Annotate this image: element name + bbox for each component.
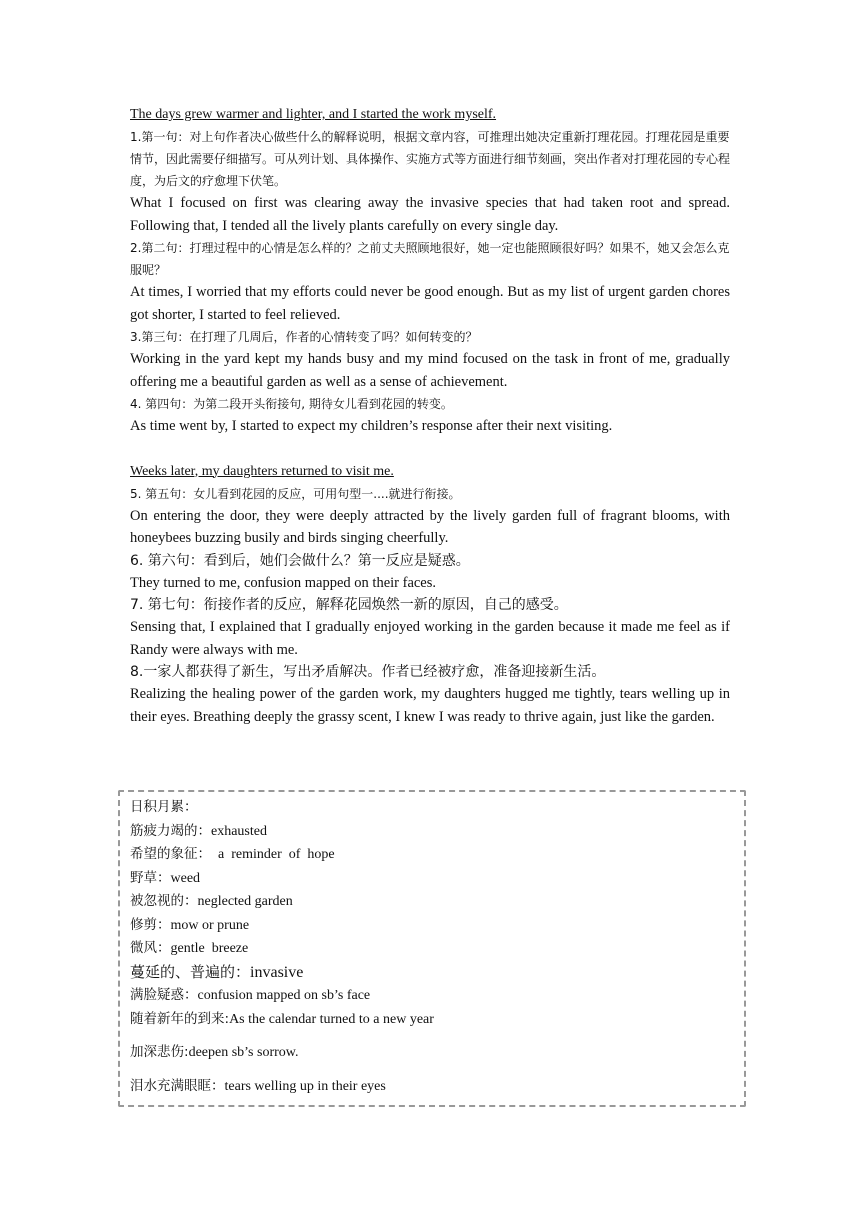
vocab-en: tears welling up in their eyes [224,1078,386,1094]
vocab-item [130,820,734,844]
section2-heading: Weeks later, my daughters returned to visit me. [130,463,394,479]
vocab-cn: 微风： [130,940,171,956]
vocab-en: weed [170,870,201,886]
section1-heading: The days grew warmer and lighter, and I started the work myself. [130,107,497,122]
vocab-cn: 蔓延的、普遍的： [130,962,251,981]
vocab-en: deepen sb’s sorrow. [188,1045,299,1060]
sentence-8: Realizing the healing power of the garden work, my daughters hugged me tightly, tears welling up in their eyes. Breathing deeply the grassy scent, I knew I was ready to thrive again, just like the garden. [130,686,730,725]
vocabulary-title: 日积月累： [130,799,198,815]
sentence-5: On entering the door, they were deeply attracted by the lively garden full of fragrant blooms, with honeybees buzzing busily and birds singing cheerfully. [130,507,730,546]
sentence-6: They turned to me, confusion mapped on their faces. [130,574,437,591]
note-8: 8.一家人都获得了新生，写出矛盾解决。作者已经被疗愈，准备迎接新生活。 [130,664,606,680]
note-1: 1.第一句：对上句作者决心做些什么的解释说明，根据文章内容，可推理出她决定重新打理花园。打理花园是重要情节，因此需要仔细描写。可从列计划、具体操作、实施方式等方面进行细节刻画，突出作者对打理花园的专心程度，为后文的疗愈埋下伏笔。 [130,130,731,188]
vocab-item [130,961,734,985]
vocab-cn: 希望的象征： [130,846,211,862]
vocab-cn: 随着新年的到来: [130,1010,230,1027]
sentence-2: At times, I worried that my efforts could never be good enough. But as my list of urgent garden chores got shorter, I started to feel relieved. [130,284,730,323]
vocab-cn: 被忽视的： [130,893,198,909]
vocab-en: invasive [250,963,304,981]
vocab-item [130,843,734,867]
vocab-item [130,1008,734,1032]
vocabulary-list [130,796,734,1098]
vocab-item [130,1075,734,1099]
note-2: 2.第二句：打理过程中的心情是怎么样的？之前丈夫照顾地很好，她一定也能照顾很好吗？如果不，她又会怎么克服呢？ [130,241,730,277]
note-7: 7. 第七句：衔接作者的反应，解释花园焕然一新的原因，自己的感受。 [130,597,568,613]
vocab-item [130,1041,734,1065]
note-4: 4. 第四句：为第二段开头衔接句, 期待女儿看到花园的转变。 [130,397,453,411]
vocabulary-box [118,790,746,1107]
vocab-item [130,937,734,961]
vocab-cn: 野草： [130,869,171,886]
vocab-en: confusion mapped on sb’s face [197,988,371,1003]
vocab-item [130,914,734,938]
sentence-3: Working in the yard kept my hands busy and my mind focused on the task in front of me, gradually offering me a beautiful garden as well as a sense of achievement. [130,351,730,390]
note-3: 3.第三句：在打理了几周后，作者的心情转变了吗？如何转变的？ [130,330,478,344]
vocab-cn: 加深悲伤: [130,1044,189,1060]
vocab-en: a reminder of hope [211,847,335,862]
vocab-cn: 泪水充满眼眶： [130,1077,225,1094]
vocab-en: mow or prune [170,917,250,933]
document-body [130,104,730,728]
vocab-cn: 修剪： [130,916,171,933]
vocab-item [130,984,734,1008]
vocab-item [130,890,734,914]
sentence-1: What I focused on first was clearing away the invasive species that had taken root and spread. Following that, I tended all the lively plants carefully on every single day. [130,195,730,234]
sentence-7: Sensing that, I explained that I gradually enjoyed working in the garden because it made me feel as if Randy were always with me. [130,619,730,658]
vocab-cn: 满脸疑惑： [130,987,198,1003]
vocab-en: neglected garden [197,894,293,909]
note-5: 5. 第五句：女儿看到花园的反应，可用句型一....就进行衔接。 [130,486,461,501]
vocab-en: exhausted [211,823,267,839]
note-6: 6. 第六句：看到后，她们会做什么？第一反应是疑惑。 [130,552,470,569]
vocab-item [130,867,734,891]
vocab-en: As the calendar turned to a new year [229,1011,434,1027]
sentence-4: As time went by, I started to expect my children’s response after their next visiting. [130,418,613,434]
vocab-cn: 筋疲力竭的： [130,822,211,839]
vocab-en: gentle breeze [170,941,249,956]
